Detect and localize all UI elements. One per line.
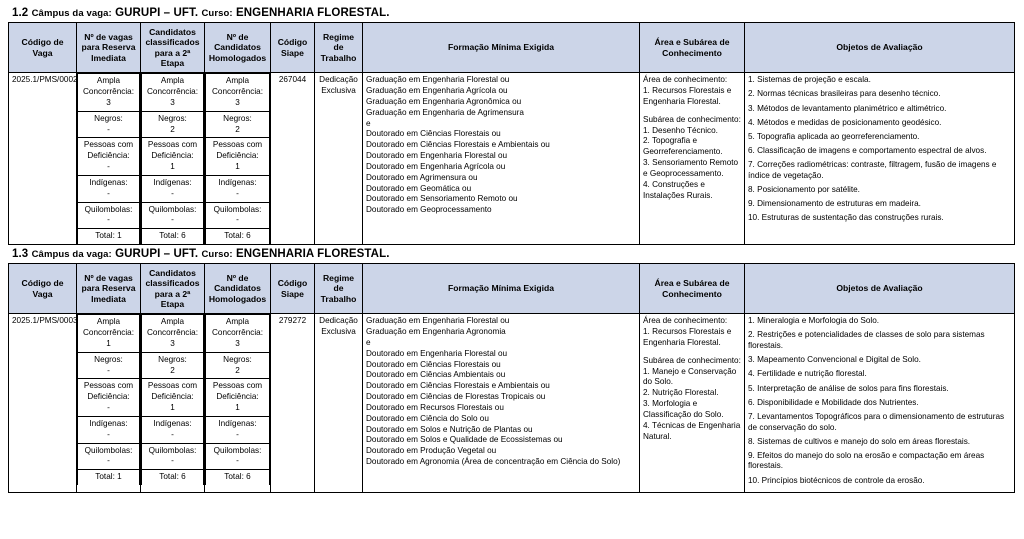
quota-label: Negros: — [158, 354, 187, 364]
cell-codigo-siape — [271, 73, 315, 245]
objeto-item: 3. Mapeamento Convencional e Digital de Solo. — [748, 355, 921, 365]
quota-label: Indígenas: — [218, 177, 257, 187]
th-regime-trabalho: Regime de Trabalho — [315, 264, 363, 314]
quota-value: - — [107, 429, 110, 439]
cell-regime-trabalho — [315, 73, 363, 245]
formacao-line: Doutorado em Ciências Florestais ou — [366, 359, 501, 369]
quota-label: Pessoas com Deficiência: — [147, 381, 198, 402]
formacao-line: Doutorado em Agronomia (Área de concentração em Ciência do Solo) — [366, 457, 621, 467]
subarea-item: 3. Morfologia e Classificação do Solo. — [643, 399, 724, 419]
section-title-2: 1.3 Câmpus da vaga: GURUPI – UFT. Curso: ENGENHARIA FLORESTAL. — [12, 248, 390, 261]
quota-label: Negros: — [94, 113, 123, 123]
objeto-item: 9. Efeitos do manejo do solo na erosão e compactação em áreas florestais. — [748, 450, 985, 471]
codigo-siape-value: 267044 — [278, 75, 307, 85]
quota-label: Quilombolas: — [84, 204, 133, 214]
quota-homologados-table — [205, 314, 270, 485]
objeto-item: 7. Levantamentos Topográficos para o dimensionamento de estruturas de conservação do solo. — [748, 411, 1005, 432]
quota-value: 3 — [235, 97, 240, 107]
vaga-table-1 — [8, 22, 1015, 245]
quota-value: 3 — [106, 97, 111, 107]
section-campus-1: GURUPI – UFT. — [115, 7, 199, 19]
section-number-1: 1.2 — [12, 7, 29, 19]
quota-value: 1 — [117, 472, 122, 482]
vaga-table-2 — [8, 263, 1015, 493]
objeto-item: 6. Classificação de imagens e comportamento espectral de alvos. — [748, 146, 987, 156]
quota-value: 6 — [246, 472, 251, 482]
quota-value: 6 — [181, 472, 186, 482]
cell-area-subarea — [640, 314, 745, 493]
subarea-item: 1. Desenho Técnico. — [643, 125, 718, 135]
objeto-item: 6. Disponibilidade e Mobilidade dos Nutrientes. — [748, 397, 919, 407]
cell-formacao-minima — [363, 314, 640, 493]
quota-label: Quilombolas: — [213, 204, 262, 214]
quota-value: - — [171, 188, 174, 198]
formacao-line: Doutorado em Solos e Nutrição de Plantas ou — [366, 424, 533, 434]
quota-value: - — [236, 215, 239, 225]
cell-objetos-avaliacao — [745, 314, 1015, 493]
subarea-item: 2. Topografia e Georreferenciamento. — [643, 136, 723, 157]
objeto-item: 5. Interpretação de análise de solos para fins florestais. — [748, 383, 949, 393]
formacao-line: Doutorado em Recursos Florestais ou — [366, 402, 504, 412]
quota-value: 1 — [235, 162, 240, 172]
formacao-line: Doutorado em Agrimensura ou — [366, 172, 478, 182]
cell-objetos-avaliacao — [745, 73, 1015, 245]
section-title-1: 1.2 Câmpus da vaga: GURUPI – UFT. Curso: ENGENHARIA FLORESTAL. — [12, 7, 390, 19]
quota-label: Total: — [224, 231, 244, 241]
th-regime-trabalho: Regime de Trabalho — [315, 23, 363, 73]
th-codigo-vaga: Código de Vaga — [9, 264, 77, 314]
quota-value: - — [107, 188, 110, 198]
quota-value: - — [107, 162, 110, 172]
quota-label: Total: — [159, 472, 179, 482]
formacao-line: Doutorado em Ciências Ambientais ou — [366, 370, 506, 380]
th-codigo-siape: Código Siape — [271, 264, 315, 314]
table-header-row — [9, 264, 1015, 314]
formacao-line: Doutorado em Ciências Florestais ou — [366, 129, 501, 139]
cell-homologados — [205, 314, 271, 493]
quota-value: - — [171, 429, 174, 439]
objeto-item: 1. Sistemas de projeção e escala. — [748, 75, 871, 85]
subarea-item: 4. Técnicas de Engenharia Natural. — [643, 420, 741, 441]
objeto-item: 3. Métodos de levantamento planimétrico e altimétrico. — [748, 103, 947, 113]
th-classificados-2a-etapa: Candidatos classificados para a 2ª Etapa — [141, 23, 205, 73]
quota-label: Total: — [224, 472, 244, 482]
quota-value: - — [236, 456, 239, 466]
formacao-line: Doutorado em Solos e Qualidade de Ecossistemas ou — [366, 435, 563, 445]
quota-value: 3 — [235, 338, 240, 348]
formacao-line: e — [366, 337, 371, 347]
quota-label: Ampla Concorrência: — [147, 317, 198, 338]
section-course-1: ENGENHARIA FLORESTAL. — [235, 7, 390, 19]
th-area-subarea: Área e Subárea de Conhecimento — [640, 264, 745, 314]
cell-homologados — [205, 73, 271, 245]
formacao-line: Doutorado em Sensoriamento Remoto ou — [366, 194, 518, 204]
formacao-line: e — [366, 118, 371, 128]
cell-classificados — [141, 73, 205, 245]
formacao-line: Doutorado em Ciências Florestais e Ambientais ou — [366, 140, 550, 150]
objeto-item: 1. Mineralogia e Morfologia do Solo. — [748, 316, 880, 326]
quota-value: 1 — [170, 162, 175, 172]
quota-label: Indígenas: — [89, 418, 128, 428]
quota-classificados-table — [141, 73, 204, 244]
th-reserva-imediata: Nº de vagas para Reserva Imediata — [77, 23, 141, 73]
regime-value: Dedicação Exclusiva — [319, 75, 358, 96]
quota-label: Pessoas com Deficiência: — [212, 140, 263, 161]
quota-label: Quilombolas: — [84, 445, 133, 455]
cell-reserva-imediata — [77, 73, 141, 245]
cell-classificados — [141, 314, 205, 493]
quota-label: Quilombolas: — [213, 445, 262, 455]
objeto-item: 4. Métodos e medidas de posicionamento geodésico. — [748, 117, 942, 127]
quota-value: - — [107, 215, 110, 225]
quota-value: 6 — [246, 231, 251, 241]
quota-value: 6 — [181, 231, 186, 241]
spacer — [643, 349, 741, 356]
quota-value: - — [236, 429, 239, 439]
formacao-line: Doutorado em Geoprocessamento — [366, 205, 492, 215]
quota-value: - — [107, 403, 110, 413]
quota-value: - — [107, 456, 110, 466]
area-item: 1. Recursos Florestais e Engenharia Florestal. — [643, 86, 732, 106]
quota-label: Total: — [159, 231, 179, 241]
quota-label: Indígenas: — [89, 177, 128, 187]
th-formacao-minima: Formação Mínima Exigida — [363, 264, 640, 314]
quota-value: 3 — [170, 338, 175, 348]
quota-value: 3 — [170, 97, 175, 107]
quota-homologados-table — [205, 73, 270, 244]
quota-label: Pessoas com Deficiência: — [83, 381, 134, 402]
regime-value: Dedicação Exclusiva — [319, 316, 358, 337]
quota-label: Ampla Concorrência: — [212, 317, 263, 338]
formacao-line: Doutorado em Engenharia Agrícola ou — [366, 161, 506, 171]
quota-label: Negros: — [223, 354, 252, 364]
section-prefix-1: Câmpus da vaga — [31, 8, 109, 19]
formacao-line: Graduação em Engenharia Florestal ou — [366, 75, 510, 85]
codigo-siape-value: 279272 — [278, 316, 307, 326]
formacao-line: Doutorado em Ciências Florestais e Ambientais ou — [366, 381, 550, 391]
objeto-item: 2. Restrições e potencialidades de classes de solo para sistemas florestais. — [748, 330, 985, 351]
quota-reserva-table — [77, 314, 140, 485]
th-reserva-imediata: Nº de vagas para Reserva Imediata — [77, 264, 141, 314]
objeto-item: 8. Sistemas de cultivos e manejo do solo em áreas florestais. — [748, 436, 971, 446]
quota-label: Negros: — [223, 113, 252, 123]
quota-value: - — [171, 215, 174, 225]
quota-label: Pessoas com Deficiência: — [83, 140, 134, 161]
objeto-item: 2. Normas técnicas brasileiras para desenho técnico. — [748, 89, 941, 99]
section-course-label-1: Curso: — [201, 8, 233, 19]
quota-value: 1 — [117, 231, 122, 241]
objetos-list — [748, 316, 1011, 486]
formacao-line: Doutorado em Ciências de Florestas Tropicais ou — [366, 392, 546, 402]
quota-value: 2 — [235, 124, 240, 134]
formacao-line: Graduação em Engenharia Agronomia — [366, 327, 506, 337]
objeto-item: 9. Dimensionamento de estruturas em madeira. — [748, 199, 921, 209]
formacao-line: Doutorado em Geomática ou — [366, 183, 472, 193]
table-row — [9, 73, 1015, 245]
spacer — [643, 108, 741, 115]
th-objetos-avaliacao: Objetos de Avaliação — [745, 23, 1015, 73]
quota-label: Indígenas: — [153, 177, 192, 187]
quota-value: 2 — [235, 365, 240, 375]
section-course-label-2: Curso: — [201, 249, 233, 261]
th-codigo-siape: Código Siape — [271, 23, 315, 73]
quota-label: Quilombolas: — [148, 204, 197, 214]
quota-value: 2 — [170, 365, 175, 375]
objetos-list — [748, 75, 1011, 224]
subarea-title: Subárea de conhecimento: — [643, 355, 741, 365]
quota-value: 1 — [170, 403, 175, 413]
quota-label: Indígenas: — [218, 418, 257, 428]
th-homologados: Nº de Candidatos Homologados — [205, 264, 271, 314]
formacao-line: Doutorado em Engenharia Florestal ou — [366, 151, 508, 161]
area-title: Área de conhecimento: — [643, 316, 728, 326]
quota-reserva-table — [77, 73, 140, 244]
cell-reserva-imediata — [77, 314, 141, 493]
objeto-item: 7. Correções radiométricas: contraste, filtragem, fusão de imagens e índice de vegetação. — [748, 160, 997, 180]
quota-classificados-table — [141, 314, 204, 485]
formacao-line: Doutorado em Produção Vegetal ou — [366, 446, 497, 456]
subarea-item: 1. Manejo e Conservação do Solo. — [643, 366, 737, 387]
th-classificados-2a-etapa: Candidatos classificados para a 2ª Etapa — [141, 264, 205, 314]
area-title: Área de conhecimento: — [643, 75, 728, 85]
objeto-item: 4. Fertilidade e nutrição florestal. — [748, 369, 867, 379]
quota-value: - — [236, 188, 239, 198]
formacao-line: Doutorado em Engenharia Florestal ou — [366, 348, 508, 358]
codigo-vaga-value: 2025.1/PMS/0003 — [12, 316, 78, 326]
quota-label: Pessoas com Deficiência: — [147, 140, 198, 161]
section-campus-2: GURUPI – UFT. — [115, 248, 199, 261]
quota-value: - — [107, 124, 110, 134]
th-homologados: Nº de Candidatos Homologados — [205, 23, 271, 73]
subarea-item: 4. Construções e Instalações Rurais. — [643, 179, 713, 200]
section-prefix-2: Câmpus da vaga — [31, 249, 109, 261]
th-codigo-vaga: Código de Vaga — [9, 23, 77, 73]
subarea-item: 2. Nutrição Florestal. — [643, 388, 719, 398]
quota-label: Pessoas com Deficiência: — [212, 381, 263, 402]
quota-label: Negros: — [158, 113, 187, 123]
table-header-row — [9, 23, 1015, 73]
objeto-item: 8. Posicionamento por satélite. — [748, 185, 860, 194]
quota-label: Quilombolas: — [148, 445, 197, 455]
th-area-subarea: Área e Subárea de Conhecimento — [640, 23, 745, 73]
cell-formacao-minima — [363, 73, 640, 245]
cell-regime-trabalho — [315, 314, 363, 493]
quota-value: - — [171, 456, 174, 466]
cell-codigo-siape — [271, 314, 315, 493]
quota-label: Ampla Concorrência: — [212, 76, 263, 97]
codigo-vaga-value: 2025.1/PMS/0002 — [12, 75, 78, 85]
quota-label: Indígenas: — [153, 418, 192, 428]
section-number-2: 1.3 — [12, 248, 29, 261]
formacao-line: Graduação em Engenharia Florestal ou — [366, 316, 510, 326]
quota-label: Total: — [95, 231, 115, 241]
quota-label: Negros: — [94, 354, 123, 364]
formacao-line: Graduação em Engenharia de Agrimensura — [366, 107, 524, 117]
quota-label: Ampla Concorrência: — [83, 317, 134, 338]
quota-value: 1 — [235, 403, 240, 413]
cell-codigo-vaga — [9, 73, 77, 245]
subarea-title: Subárea de conhecimento: — [643, 114, 741, 124]
quota-value: 1 — [106, 338, 111, 348]
th-formacao-minima: Formação Mínima Exigida — [363, 23, 640, 73]
th-objetos-avaliacao: Objetos de Avaliação — [745, 264, 1015, 314]
cell-area-subarea — [640, 73, 745, 245]
subarea-item: 3. Sensoriamento Remoto e Geoprocessamento. — [643, 158, 739, 178]
formacao-line: Graduação em Engenharia Agronômica ou — [366, 96, 522, 106]
formacao-line: Graduação em Engenharia Agrícola ou — [366, 86, 508, 96]
quota-value: - — [107, 365, 110, 375]
cell-codigo-vaga — [9, 314, 77, 493]
quota-value: 2 — [170, 124, 175, 134]
section-course-2: ENGENHARIA FLORESTAL. — [235, 248, 390, 261]
objeto-item: 5. Topografia aplicada ao georreferenciamento. — [748, 131, 920, 141]
quota-label: Ampla Concorrência: — [83, 76, 134, 97]
quota-label: Ampla Concorrência: — [147, 76, 198, 97]
table-row — [9, 314, 1015, 493]
formacao-line: Doutorado em Ciência do Solo ou — [366, 413, 489, 423]
area-item: 1. Recursos Florestais e Engenharia Florestal. — [643, 327, 732, 347]
objeto-item: 10. Estruturas de sustentação das construções rurais. — [748, 213, 944, 223]
objeto-item: 10. Princípios biotécnicos de controle da erosão. — [748, 475, 925, 485]
quota-label: Total: — [95, 472, 115, 482]
